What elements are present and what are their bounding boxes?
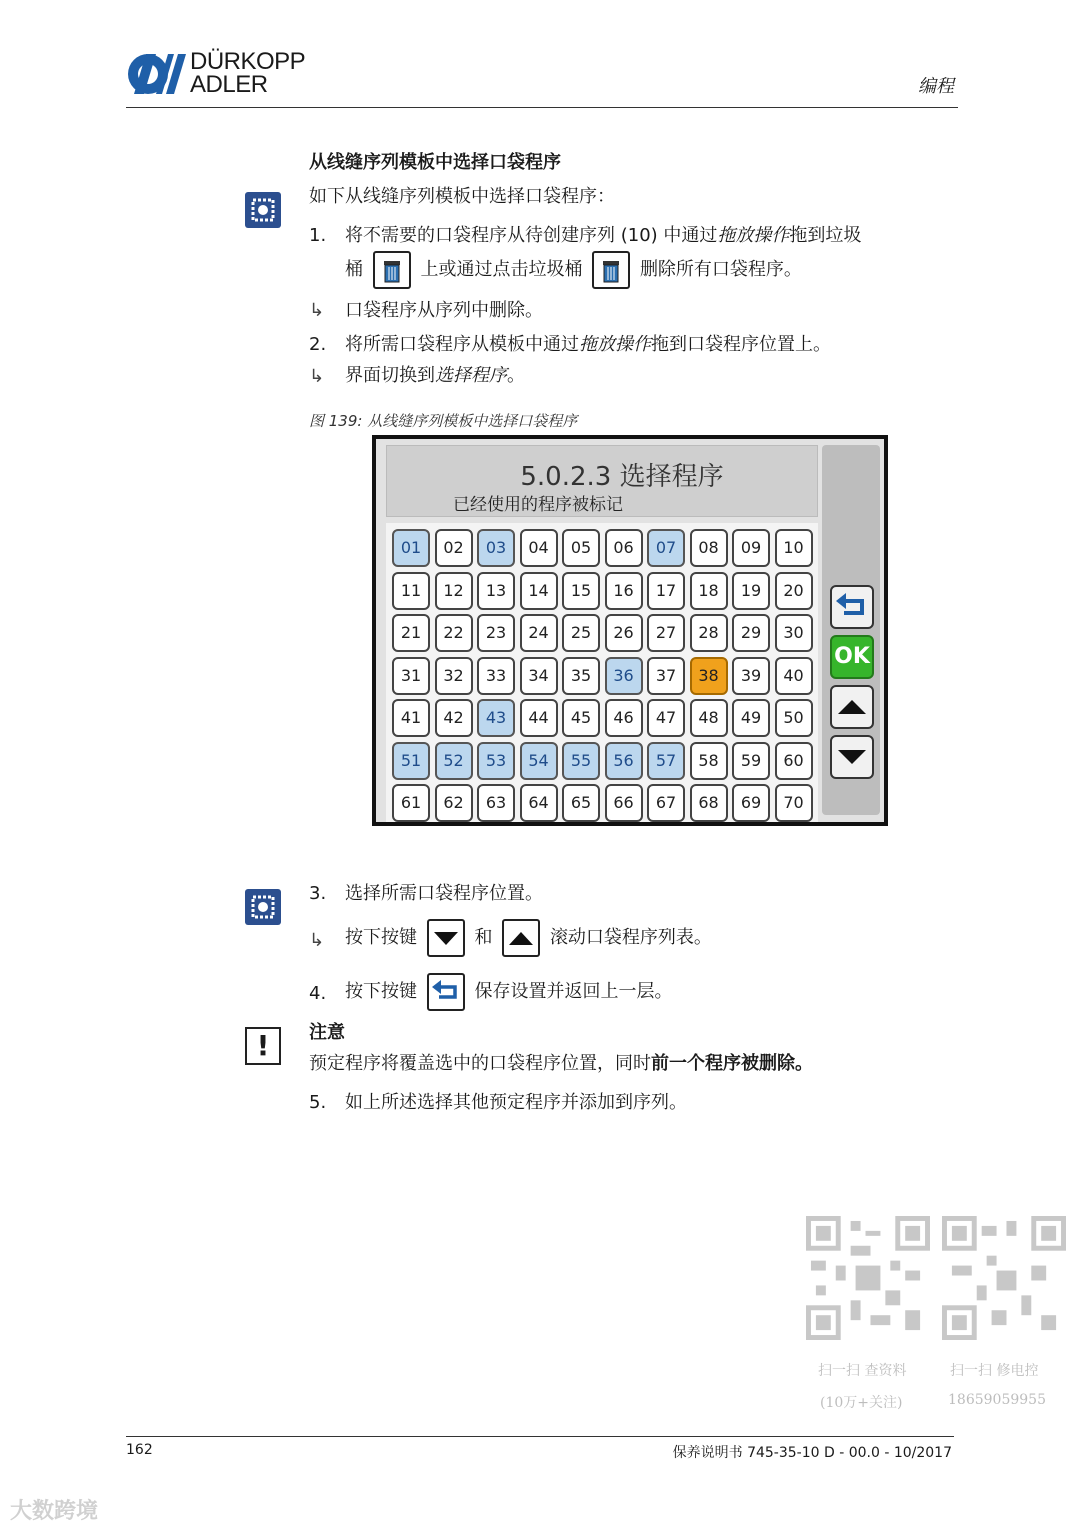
trash-bin-button-icon [373,251,411,289]
qr-1-label: 扫一扫 查资料 [818,1363,907,1379]
footer-divider [126,1436,954,1437]
qr-1-sublabel: (10万+关注) [820,1395,903,1411]
program-cell[interactable]: 07 [647,529,685,567]
program-cell[interactable]: 49 [732,699,770,737]
qr-2-label: 扫一扫 修电控 [950,1363,1039,1379]
program-cell[interactable]: 01 [392,529,430,567]
program-cell[interactable]: 43 [477,699,515,737]
step-4-text: 按下按键 保存设置并返回上一层。 [345,972,672,1012]
program-grid [386,523,818,823]
program-cell[interactable]: 47 [647,699,685,737]
program-cell[interactable]: 18 [690,572,728,610]
header-divider [126,107,958,108]
program-cell[interactable]: 60 [775,742,813,780]
program-cell[interactable]: 46 [605,699,643,737]
brand-name: DÜRKOPP ADLER [190,48,306,98]
program-cell[interactable]: 32 [435,657,473,695]
triangle-down-icon [832,737,872,777]
scroll-down-button[interactable] [830,735,874,779]
result-2: 界面切换到选择程序。 [345,365,525,386]
back-button[interactable] [830,585,874,629]
program-cell[interactable]: 31 [392,657,430,695]
program-cell[interactable]: 52 [435,742,473,780]
result-1: 口袋程序从序列中删除。 [345,300,543,321]
program-cell[interactable]: 37 [647,657,685,695]
step-3-text: 选择所需口袋程序位置。 [345,883,543,904]
program-cell[interactable]: 10 [775,529,813,567]
screen-title: 5.0.2.3 选择程序 [520,462,724,492]
program-cell[interactable]: 30 [775,614,813,652]
step-5-number: 5. [309,1092,327,1113]
program-cell[interactable]: 54 [520,742,558,780]
program-cell[interactable]: 17 [647,572,685,610]
program-cell[interactable]: 27 [647,614,685,652]
program-cell[interactable]: 33 [477,657,515,695]
program-cell[interactable]: 05 [562,529,600,567]
step-3-number: 3. [309,883,327,904]
scroll-up-button[interactable] [830,685,874,729]
program-selection-screen [372,435,888,826]
result-arrow-icon: ↳ [309,300,325,321]
note-title: 注意 [309,1022,345,1043]
program-cell[interactable]: 70 [775,784,813,822]
screen-header [386,445,818,517]
program-cell[interactable]: 41 [392,699,430,737]
program-cell[interactable]: 12 [435,572,473,610]
program-cell[interactable]: 02 [435,529,473,567]
step-1-line-1: 将不需要的口袋程序从待创建序列 (10) 中通过拖放操作拖到垃圾 [345,225,862,246]
operation-info-icon [245,192,281,228]
trash-bin-button-icon-2 [592,251,630,289]
result-arrow-icon: ↳ [309,366,325,387]
program-cell[interactable]: 56 [605,742,643,780]
program-cell[interactable]: 64 [520,784,558,822]
program-cell[interactable]: 11 [392,572,430,610]
program-cell[interactable]: 50 [775,699,813,737]
program-cell[interactable]: 67 [647,784,685,822]
triangle-up-icon [832,687,872,727]
program-cell[interactable]: 66 [605,784,643,822]
program-cell[interactable]: 59 [732,742,770,780]
step-2-number: 2. [309,334,327,355]
step-5-text: 如上所述选择其他预定程序并添加到序列。 [345,1092,687,1113]
program-cell[interactable]: 39 [732,657,770,695]
program-cell[interactable]: 19 [732,572,770,610]
heading: 从线缝序列模板中选择口袋程序 [309,152,561,173]
program-cell[interactable]: 29 [732,614,770,652]
program-cell[interactable]: 15 [562,572,600,610]
program-cell[interactable]: 22 [435,614,473,652]
program-cell[interactable]: 53 [477,742,515,780]
qr-code-icon [806,1216,930,1340]
program-cell[interactable]: 08 [690,529,728,567]
program-cell[interactable]: 06 [605,529,643,567]
program-cell[interactable]: 36 [605,657,643,695]
durkopp-adler-logo-icon [126,50,186,98]
section-title: 编程 [918,76,954,97]
qr-code-icon-2 [942,1216,1066,1340]
corner-watermark: 大数跨境 [10,1499,99,1524]
note-text: 预定程序将覆盖选中的口袋程序位置，同时前一个程序被删除。 [309,1053,813,1074]
program-cell[interactable]: 48 [690,699,728,737]
program-cell[interactable]: 63 [477,784,515,822]
document-reference: 保养说明书 745-35-10 D - 00.0 - 10/2017 [672,1445,952,1461]
program-cell[interactable]: 20 [775,572,813,610]
program-cell[interactable]: 68 [690,784,728,822]
program-cell[interactable]: 40 [775,657,813,695]
step-2-text: 将所需口袋程序从模板中通过拖放操作拖到口袋程序位置上。 [345,334,831,355]
program-cell[interactable]: 42 [435,699,473,737]
program-cell[interactable]: 45 [562,699,600,737]
step-1-line-2: 桶 上或通过点击垃圾桶 删除所有口袋程序。 [345,250,802,290]
operation-info-icon-2 [245,889,281,925]
return-arrow-icon [832,587,872,627]
program-cell[interactable]: 23 [477,614,515,652]
program-cell[interactable]: 62 [435,784,473,822]
program-cell[interactable]: 51 [392,742,430,780]
figure-caption: 图 139: 从线缝序列模板中选择口袋程序 [309,412,578,430]
program-cell[interactable]: 25 [562,614,600,652]
program-cell[interactable]: 57 [647,742,685,780]
program-cell[interactable]: 26 [605,614,643,652]
ok-button[interactable]: OK [830,635,874,679]
result-3: 按下按键 和 滚动口袋程序列表。 [345,918,712,958]
program-cell[interactable]: 69 [732,784,770,822]
program-cell[interactable]: 35 [562,657,600,695]
qr-2-sublabel: 18659059955 [948,1392,1046,1408]
program-cell[interactable]: 21 [392,614,430,652]
program-cell[interactable]: 14 [520,572,558,610]
program-cell[interactable]: 61 [392,784,430,822]
step-1-number: 1. [309,225,327,246]
program-cell[interactable]: 09 [732,529,770,567]
screen-button-panel [822,445,880,815]
step-4-number: 4. [309,983,327,1004]
screen-subtitle: 已经使用的程序被标记 [453,495,623,515]
program-cell[interactable]: 16 [605,572,643,610]
intro-text: 如下从线缝序列模板中选择口袋程序： [309,186,615,207]
scroll-down-key-icon [427,919,465,957]
program-cell[interactable]: 13 [477,572,515,610]
program-cell[interactable]: 55 [562,742,600,780]
program-cell[interactable]: 04 [520,529,558,567]
program-cell[interactable]: 03 [477,529,515,567]
program-cell[interactable]: 28 [690,614,728,652]
program-cell[interactable]: 65 [562,784,600,822]
return-key-icon [427,973,465,1011]
program-cell[interactable]: 58 [690,742,728,780]
scroll-up-key-icon [502,919,540,957]
program-cell[interactable]: 24 [520,614,558,652]
program-cell[interactable]: 44 [520,699,558,737]
warning-exclamation-icon: ! [245,1027,281,1065]
program-cell[interactable]: 38 [690,657,728,695]
program-cell[interactable]: 34 [520,657,558,695]
result-arrow-icon: ↳ [309,930,325,951]
page-number: 162 [126,1442,153,1458]
